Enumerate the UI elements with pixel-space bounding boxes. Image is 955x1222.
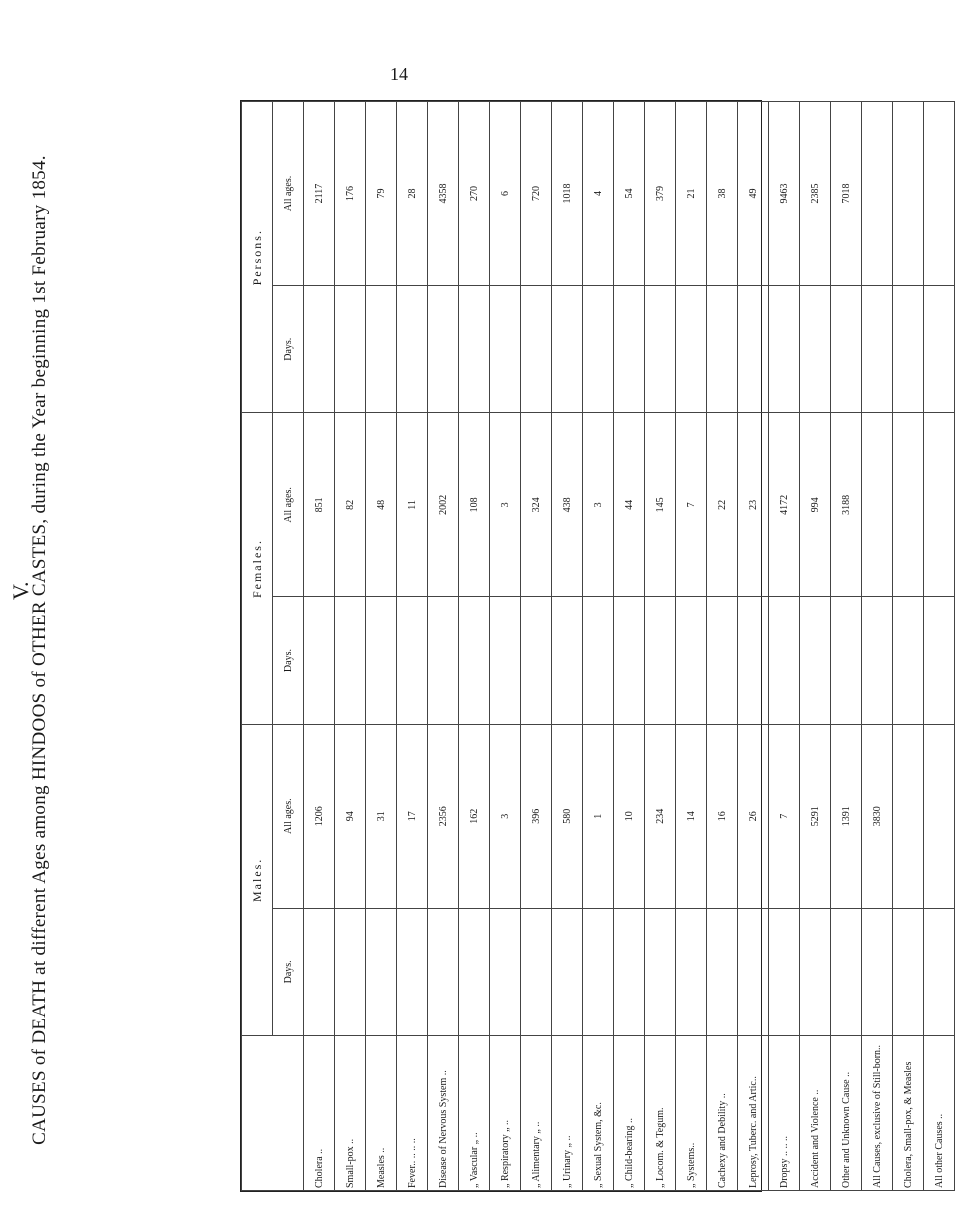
cause-label: Fever.. .. .. .. bbox=[397, 1036, 428, 1191]
female-all-ages-cell: 11 bbox=[397, 413, 428, 597]
cause-label: „ Child-bearing .. bbox=[614, 1036, 645, 1191]
person-all-ages-cell: 379 bbox=[645, 102, 676, 286]
person-all-ages-cell bbox=[924, 102, 955, 286]
person-days-cell bbox=[862, 286, 893, 413]
male-all-ages-cell: 1206 bbox=[304, 724, 335, 908]
person-days-cell bbox=[800, 286, 831, 413]
person-all-ages-cell: 2385 bbox=[800, 102, 831, 286]
person-days-cell bbox=[459, 286, 490, 413]
cause-label: All Causes, exclusive of Still-born.. bbox=[862, 1036, 893, 1191]
male-days-cell bbox=[831, 908, 862, 1035]
allages-head-m: All ages. bbox=[273, 724, 304, 908]
female-all-ages-cell: 851 bbox=[304, 413, 335, 597]
male-all-ages-cell: 1391 bbox=[831, 724, 862, 908]
male-days-cell bbox=[304, 908, 335, 1035]
male-all-ages-cell: 26 bbox=[738, 724, 769, 908]
cause-label: Cholera .. bbox=[304, 1036, 335, 1191]
page-number: 14 bbox=[390, 64, 408, 84]
person-days-cell bbox=[335, 286, 366, 413]
days-head-p: Days. bbox=[273, 286, 304, 413]
male-all-ages-cell: 14 bbox=[676, 724, 707, 908]
male-days-cell bbox=[335, 908, 366, 1035]
female-days-cell bbox=[862, 597, 893, 724]
cause-label: Disease of Nervous System .. bbox=[428, 1036, 459, 1191]
cause-label: Dropsy .. .. .. bbox=[769, 1036, 800, 1191]
days-head: Days. bbox=[273, 908, 304, 1035]
person-days-cell bbox=[583, 286, 614, 413]
female-all-ages-cell: 108 bbox=[459, 413, 490, 597]
female-all-ages-cell: 2002 bbox=[428, 413, 459, 597]
person-all-ages-cell: 176 bbox=[335, 102, 366, 286]
person-days-cell bbox=[769, 286, 800, 413]
table-row bbox=[397, 102, 428, 1191]
female-days-cell bbox=[521, 597, 552, 724]
male-days-cell bbox=[552, 908, 583, 1035]
person-days-cell bbox=[490, 286, 521, 413]
female-all-ages-cell: 82 bbox=[335, 413, 366, 597]
male-days-cell bbox=[862, 908, 893, 1035]
male-all-ages-cell: 10 bbox=[614, 724, 645, 908]
female-days-cell bbox=[924, 597, 955, 724]
person-all-ages-cell: 2117 bbox=[304, 102, 335, 286]
allages-head-p: All ages. bbox=[273, 102, 304, 286]
table-row bbox=[924, 102, 955, 1191]
page-title-block bbox=[20, 155, 60, 1145]
person-all-ages-cell: 7018 bbox=[831, 102, 862, 286]
table-row bbox=[831, 102, 862, 1191]
person-days-cell bbox=[645, 286, 676, 413]
table-row bbox=[428, 102, 459, 1191]
female-all-ages-cell: 48 bbox=[366, 413, 397, 597]
female-days-cell bbox=[583, 597, 614, 724]
cause-label: Small-pox .. bbox=[335, 1036, 366, 1191]
female-days-cell bbox=[552, 597, 583, 724]
male-all-ages-cell bbox=[924, 724, 955, 908]
male-days-cell bbox=[645, 908, 676, 1035]
cause-label: „ Urinary „ .. bbox=[552, 1036, 583, 1191]
days-head-f: Days. bbox=[273, 597, 304, 724]
female-all-ages-cell: 4172 bbox=[769, 413, 800, 597]
female-days-cell bbox=[614, 597, 645, 724]
cause-label: „ Systems.. bbox=[676, 1036, 707, 1191]
person-all-ages-cell: 79 bbox=[366, 102, 397, 286]
section-letter: V. bbox=[8, 581, 33, 600]
person-days-cell bbox=[366, 286, 397, 413]
group-persons: Persons. bbox=[242, 102, 273, 413]
female-all-ages-cell bbox=[924, 413, 955, 597]
person-all-ages-cell: 28 bbox=[397, 102, 428, 286]
female-all-ages-cell: 3 bbox=[490, 413, 521, 597]
male-all-ages-cell: 3830 bbox=[862, 724, 893, 908]
female-days-cell bbox=[304, 597, 335, 724]
female-all-ages-cell: 145 bbox=[645, 413, 676, 597]
male-days-cell bbox=[924, 908, 955, 1035]
female-days-cell bbox=[769, 597, 800, 724]
table-row bbox=[614, 102, 645, 1191]
cause-label: „ Respiratory „ .. bbox=[490, 1036, 521, 1191]
table-row bbox=[366, 102, 397, 1191]
male-all-ages-cell: 94 bbox=[335, 724, 366, 908]
male-all-ages-cell: 2356 bbox=[428, 724, 459, 908]
table-row bbox=[893, 102, 924, 1191]
female-all-ages-cell bbox=[893, 413, 924, 597]
page-title: CAUSES of DEATH at different Ages among HINDOOS of OTHER CASTES, during the Year beginning 1st February 1854. bbox=[29, 155, 50, 1145]
female-days-cell bbox=[459, 597, 490, 724]
group-males: Males. bbox=[242, 724, 273, 1035]
female-all-ages-cell: 7 bbox=[676, 413, 707, 597]
cause-label: „ Locom. & Tegum. bbox=[645, 1036, 676, 1191]
female-days-cell bbox=[676, 597, 707, 724]
male-all-ages-cell: 5291 bbox=[800, 724, 831, 908]
table-row bbox=[335, 102, 366, 1191]
male-all-ages-cell: 580 bbox=[552, 724, 583, 908]
table-row bbox=[552, 102, 583, 1191]
cause-label: Measles .. bbox=[366, 1036, 397, 1191]
rotated-table bbox=[241, 101, 945, 1191]
male-days-cell bbox=[800, 908, 831, 1035]
cause-label: „ Alimentary „ .. bbox=[521, 1036, 552, 1191]
table-row bbox=[304, 102, 335, 1191]
cause-label: Other and Unknown Cause .. bbox=[831, 1036, 862, 1191]
female-days-cell bbox=[397, 597, 428, 724]
person-days-cell bbox=[831, 286, 862, 413]
person-all-ages-cell: 4 bbox=[583, 102, 614, 286]
person-all-ages-cell: 38 bbox=[707, 102, 738, 286]
female-days-cell bbox=[645, 597, 676, 724]
person-days-cell bbox=[552, 286, 583, 413]
female-all-ages-cell: 44 bbox=[614, 413, 645, 597]
female-days-cell bbox=[893, 597, 924, 724]
male-all-ages-cell: 3 bbox=[490, 724, 521, 908]
female-days-cell bbox=[831, 597, 862, 724]
table-row bbox=[583, 102, 614, 1191]
table-row bbox=[490, 102, 521, 1191]
female-all-ages-cell: 994 bbox=[800, 413, 831, 597]
person-all-ages-cell: 4358 bbox=[428, 102, 459, 286]
person-all-ages-cell: 9463 bbox=[769, 102, 800, 286]
male-days-cell bbox=[521, 908, 552, 1035]
person-days-cell bbox=[707, 286, 738, 413]
male-all-ages-cell: 1 bbox=[583, 724, 614, 908]
data-table-frame bbox=[240, 100, 945, 1192]
male-all-ages-cell: 396 bbox=[521, 724, 552, 908]
person-all-ages-cell bbox=[862, 102, 893, 286]
table-row bbox=[800, 102, 831, 1191]
cause-label: „ Vascular „ .. bbox=[459, 1036, 490, 1191]
allages-head-f: All ages. bbox=[273, 413, 304, 597]
person-days-cell bbox=[521, 286, 552, 413]
male-days-cell bbox=[707, 908, 738, 1035]
cause-header bbox=[242, 1036, 304, 1191]
cause-label: All other Causes .. bbox=[924, 1036, 955, 1191]
female-all-ages-cell: 23 bbox=[738, 413, 769, 597]
cause-label: Cholera, Small-pox, & Measles bbox=[893, 1036, 924, 1191]
person-days-cell bbox=[397, 286, 428, 413]
person-all-ages-cell: 21 bbox=[676, 102, 707, 286]
person-days-cell bbox=[614, 286, 645, 413]
person-days-cell bbox=[676, 286, 707, 413]
male-all-ages-cell: 162 bbox=[459, 724, 490, 908]
person-all-ages-cell: 270 bbox=[459, 102, 490, 286]
person-days-cell bbox=[304, 286, 335, 413]
table-row bbox=[645, 102, 676, 1191]
female-days-cell bbox=[428, 597, 459, 724]
cause-label: Cachexy and Debility .. bbox=[707, 1036, 738, 1191]
person-all-ages-cell: 1018 bbox=[552, 102, 583, 286]
female-days-cell bbox=[366, 597, 397, 724]
person-all-ages-cell: 6 bbox=[490, 102, 521, 286]
table-row bbox=[521, 102, 552, 1191]
male-days-cell bbox=[614, 908, 645, 1035]
female-days-cell bbox=[800, 597, 831, 724]
group-females: Females. bbox=[242, 413, 273, 724]
cause-label: Accident and Violence .. bbox=[800, 1036, 831, 1191]
female-days-cell bbox=[707, 597, 738, 724]
male-days-cell bbox=[769, 908, 800, 1035]
female-all-ages-cell: 3 bbox=[583, 413, 614, 597]
male-days-cell bbox=[428, 908, 459, 1035]
person-days-cell bbox=[893, 286, 924, 413]
person-all-ages-cell: 720 bbox=[521, 102, 552, 286]
male-days-cell bbox=[459, 908, 490, 1035]
male-all-ages-cell: 31 bbox=[366, 724, 397, 908]
male-all-ages-cell: 16 bbox=[707, 724, 738, 908]
male-all-ages-cell: 234 bbox=[645, 724, 676, 908]
female-days-cell bbox=[738, 597, 769, 724]
female-all-ages-cell: 22 bbox=[707, 413, 738, 597]
causes-table bbox=[241, 101, 955, 1191]
person-days-cell bbox=[738, 286, 769, 413]
male-days-cell bbox=[676, 908, 707, 1035]
male-days-cell bbox=[366, 908, 397, 1035]
male-days-cell bbox=[738, 908, 769, 1035]
male-all-ages-cell: 7 bbox=[769, 724, 800, 908]
table-row bbox=[769, 102, 800, 1191]
male-all-ages-cell: 17 bbox=[397, 724, 428, 908]
female-all-ages-cell: 324 bbox=[521, 413, 552, 597]
table-row bbox=[707, 102, 738, 1191]
male-days-cell bbox=[893, 908, 924, 1035]
table-row bbox=[459, 102, 490, 1191]
female-all-ages-cell: 438 bbox=[552, 413, 583, 597]
female-all-ages-cell bbox=[862, 413, 893, 597]
table-row bbox=[738, 102, 769, 1191]
table-row bbox=[862, 102, 893, 1191]
male-days-cell bbox=[583, 908, 614, 1035]
person-all-ages-cell bbox=[893, 102, 924, 286]
female-days-cell bbox=[335, 597, 366, 724]
male-all-ages-cell bbox=[893, 724, 924, 908]
female-days-cell bbox=[490, 597, 521, 724]
cause-label: Leprosy, Tuberc. and Artic.. bbox=[738, 1036, 769, 1191]
person-all-ages-cell: 54 bbox=[614, 102, 645, 286]
table-row bbox=[676, 102, 707, 1191]
person-days-cell bbox=[924, 286, 955, 413]
person-all-ages-cell: 49 bbox=[738, 102, 769, 286]
person-days-cell bbox=[428, 286, 459, 413]
male-days-cell bbox=[490, 908, 521, 1035]
male-days-cell bbox=[397, 908, 428, 1035]
cause-label: „ Sexual System, &c. bbox=[583, 1036, 614, 1191]
female-all-ages-cell: 3188 bbox=[831, 413, 862, 597]
